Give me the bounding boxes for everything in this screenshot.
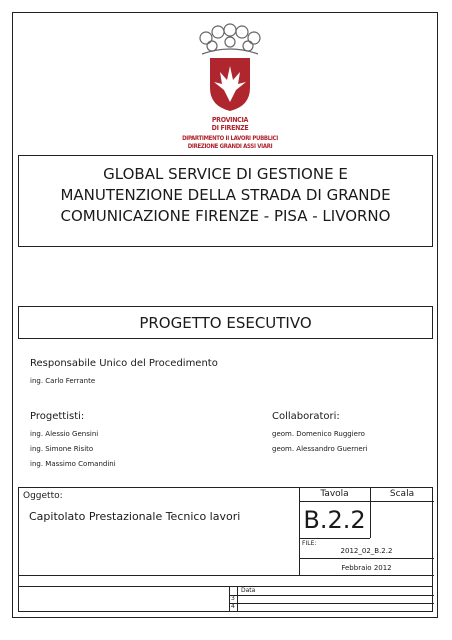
data-label: Data bbox=[241, 587, 256, 594]
project-phase-box bbox=[18, 306, 433, 339]
lily-shield-icon bbox=[188, 56, 272, 112]
revision-row-number: 4 bbox=[231, 603, 235, 610]
title-line-2: MANUTENZIONE DELLA STRADA DI GRANDE bbox=[60, 186, 391, 204]
collaborator-name: geom. Alessandro Guerneri bbox=[272, 445, 368, 453]
title-box bbox=[18, 155, 433, 247]
title-line-3: COMUNICAZIONE FIRENZE - PISA - LIVORNO bbox=[60, 207, 391, 225]
subject-label: Oggetto: bbox=[23, 491, 63, 501]
subject-text: Capitolato Prestazionale Tecnico lavori bbox=[29, 510, 241, 523]
tavola-label: Tavola bbox=[320, 489, 349, 499]
date-value: Febbraio 2012 bbox=[341, 564, 392, 572]
designer-name: ing. Simone Risito bbox=[30, 445, 94, 453]
divider bbox=[237, 587, 238, 612]
divider bbox=[299, 501, 434, 502]
designer-name: ing. Alessio Gensini bbox=[30, 430, 99, 438]
divider bbox=[229, 587, 230, 612]
designer-name: ing. Massimo Comandini bbox=[30, 460, 116, 468]
rup-name: ing. Carlo Ferrante bbox=[30, 377, 96, 385]
logo-line-1: PROVINCIA bbox=[211, 116, 249, 124]
project-phase-label: PROGETTO ESECUTIVO bbox=[139, 314, 312, 332]
collaborator-name: geom. Domenico Ruggiero bbox=[272, 430, 365, 438]
divider bbox=[299, 538, 370, 539]
title-block-table bbox=[18, 487, 433, 587]
file-value: 2012_02_B.2.2 bbox=[340, 547, 393, 555]
logo-line-2: DI FIRENZE bbox=[211, 124, 249, 132]
revision-row-number: 3 bbox=[231, 595, 235, 602]
divider bbox=[229, 603, 434, 604]
file-label: FILE: bbox=[302, 540, 317, 547]
revisions-strip bbox=[18, 587, 433, 612]
crown-icon bbox=[188, 20, 272, 60]
divider bbox=[229, 595, 434, 596]
provincia-firenze-logo bbox=[182, 20, 278, 150]
scala-label: Scala bbox=[389, 489, 415, 499]
logo-line-3: DIPARTIMENTO II LAVORI PUBBLICI bbox=[182, 135, 278, 142]
designers-label: Progettisti: bbox=[30, 411, 85, 422]
title-line-1: GLOBAL SERVICE DI GESTIONE E bbox=[103, 165, 348, 183]
divider bbox=[370, 501, 371, 538]
collaborators-label: Collaboratori: bbox=[272, 411, 340, 422]
rup-label: Responsabile Unico del Procedimento bbox=[30, 358, 218, 369]
divider bbox=[19, 575, 434, 576]
divider bbox=[299, 558, 434, 559]
logo-line-4: DIREZIONE GRANDI ASSI VIARI bbox=[187, 143, 273, 150]
tavola-value: B.2.2 bbox=[303, 506, 366, 534]
